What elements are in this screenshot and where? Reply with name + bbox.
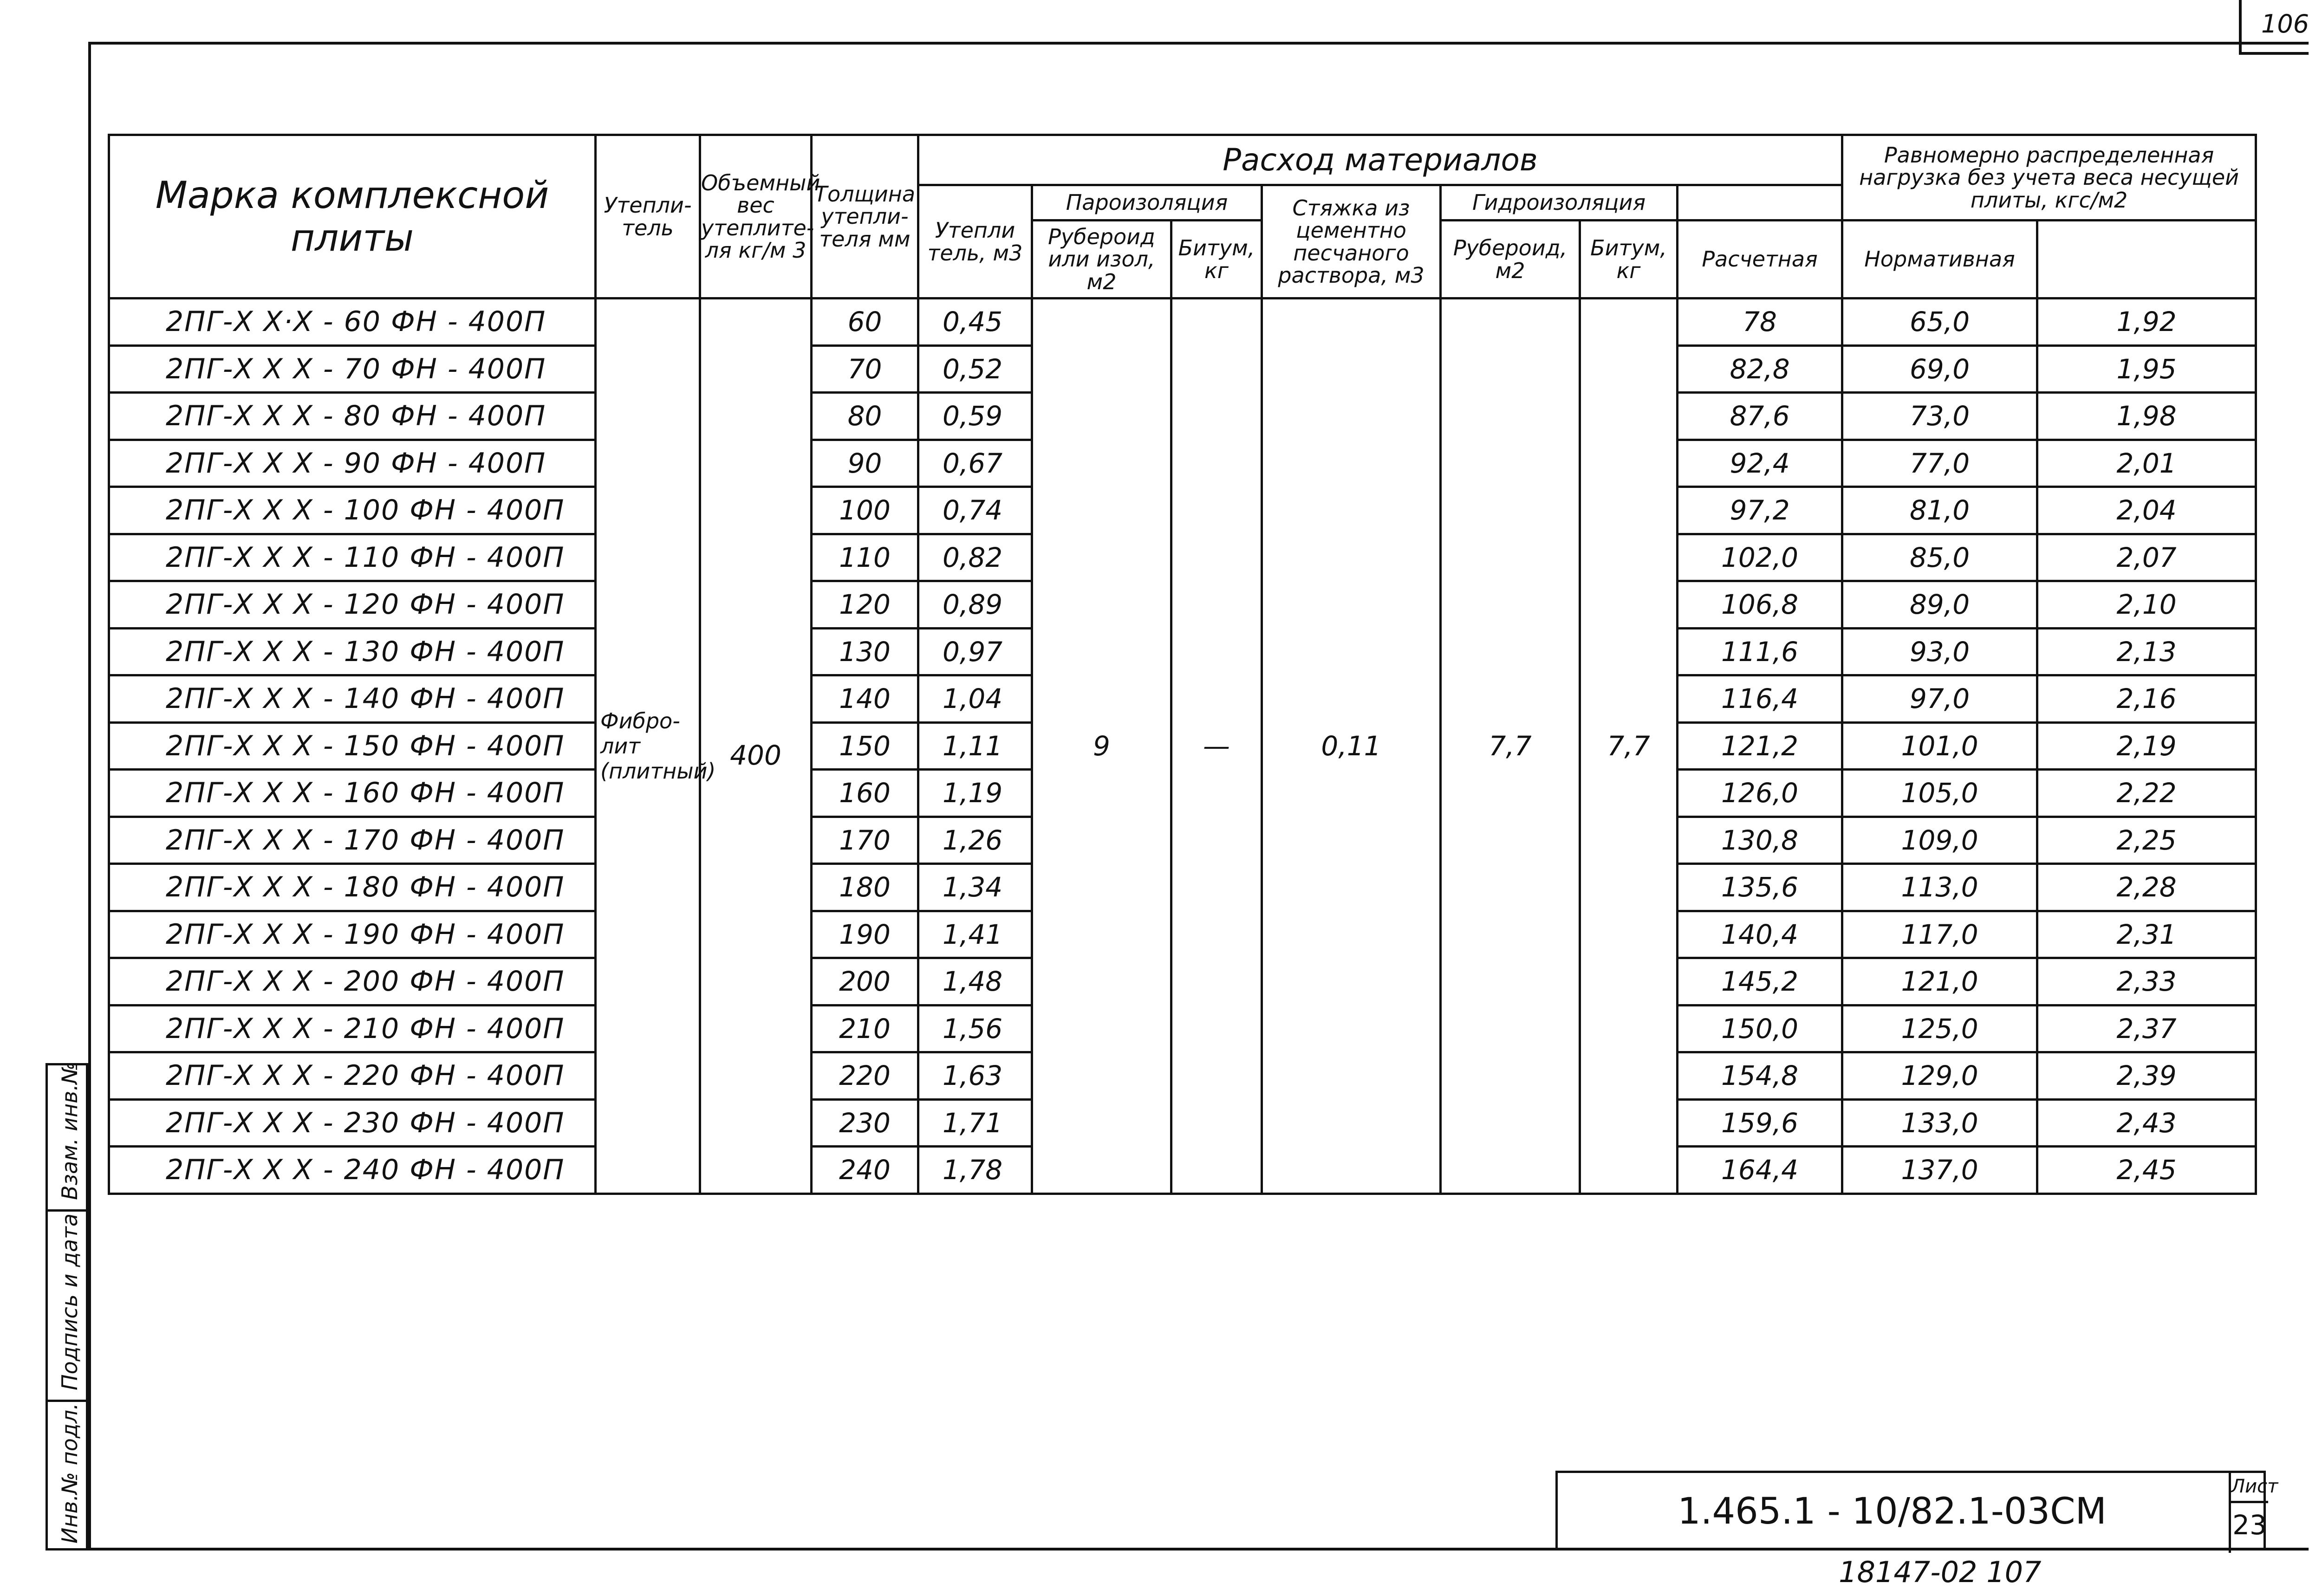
cell-load-calc: 135,6	[1678, 864, 1842, 911]
cell-mark: 2ПГ-Х Х Х - 100 ФН - 400П	[109, 487, 596, 534]
cell-thickness: 90	[812, 440, 918, 487]
cell-mass: 2,31	[2037, 911, 2256, 958]
header-vapor-bitumen: Битум, кг	[1171, 221, 1262, 298]
cell-mark: 2ПГ-Х Х Х - 200 ФН - 400П	[109, 958, 596, 1006]
cell-volume: 0,82	[918, 534, 1032, 581]
cell-thickness: 190	[812, 911, 918, 958]
sheet-number: 23	[2232, 1509, 2267, 1541]
cell-load-calc: 111,6	[1678, 628, 1842, 675]
cell-thickness: 110	[812, 534, 918, 581]
cell-load-calc: 126,0	[1678, 770, 1842, 817]
header-vapor-group: Пароизоляция	[1032, 185, 1262, 221]
cell-thickness: 160	[812, 770, 918, 817]
cell-load-norm: 93,0	[1842, 628, 2037, 675]
header-insul-volume: Утепли тель, м3	[918, 185, 1032, 298]
header-thickness: Толщина утепли- теля мм	[812, 135, 918, 298]
header-hydro-bitumen: Битум, кг	[1580, 221, 1678, 298]
cell-load-calc: 130,8	[1678, 817, 1842, 864]
cell-thickness: 210	[812, 1005, 918, 1052]
cell-load-calc: 164,4	[1678, 1147, 1842, 1194]
cell-mass: 2,45	[2037, 1147, 2256, 1194]
cell-load-norm: 109,0	[1842, 817, 2037, 864]
cell-load-norm: 133,0	[1842, 1099, 2037, 1147]
cell-load-calc: 154,8	[1678, 1052, 1842, 1100]
cell-mark: 2ПГ-Х Х Х - 160 ФН - 400П	[109, 770, 596, 817]
cell-load-norm: 69,0	[1842, 345, 2037, 393]
cell-mark: 2ПГ-Х Х Х - 240 ФН - 400П	[109, 1147, 596, 1194]
cell-load-norm: 121,0	[1842, 958, 2037, 1006]
cell-mass: 2,25	[2037, 817, 2256, 864]
cell-mass: 1,98	[2037, 393, 2256, 440]
sheet-label-divider	[2229, 1501, 2268, 1503]
header-hydro-ruberoid: Рубероид, м2	[1441, 221, 1580, 298]
cell-load-calc: 78	[1678, 298, 1842, 346]
cell-load-norm: 129,0	[1842, 1052, 2037, 1100]
header-load-calc: Расчетная	[1678, 221, 1842, 298]
cell-load-calc: 106,8	[1678, 581, 1842, 629]
materials-table	[108, 134, 2257, 1195]
document-code: 1.465.1 - 10/82.1-03СМ	[1678, 1491, 2107, 1532]
cell-volume: 1,63	[918, 1052, 1032, 1100]
cell-mass: 2,28	[2037, 864, 2256, 911]
cell-volume: 1,71	[918, 1099, 1032, 1147]
cell-thickness: 100	[812, 487, 918, 534]
cell-load-calc: 87,6	[1678, 393, 1842, 440]
cell-load-norm: 125,0	[1842, 1005, 2037, 1052]
cell-load-norm: 77,0	[1842, 440, 2037, 487]
stamp-divider	[48, 1400, 91, 1402]
cell-mass: 2,16	[2037, 675, 2256, 723]
cell-load-calc: 92,4	[1678, 440, 1842, 487]
cell-load-norm: 73,0	[1842, 393, 2037, 440]
cell-thickness: 170	[812, 817, 918, 864]
stamp-sign-date: Подпись и дата	[57, 1213, 82, 1390]
cell-load-norm: 81,0	[1842, 487, 2037, 534]
cell-density: 400	[700, 298, 812, 1194]
cell-load-norm: 97,0	[1842, 675, 2037, 723]
cell-volume: 1,56	[918, 1005, 1032, 1052]
cell-volume: 1,41	[918, 911, 1032, 958]
cell-load-norm: 101,0	[1842, 722, 2037, 770]
cell-load-calc: 116,4	[1678, 675, 1842, 723]
sheet-label: Лист	[2231, 1476, 2278, 1497]
cell-volume: 1,04	[918, 675, 1032, 723]
page-number: 106	[2261, 9, 2309, 39]
stamp-column	[46, 1063, 88, 1551]
header-insulation: Утепли- тель	[596, 135, 700, 298]
cell-thickness: 230	[812, 1099, 918, 1147]
cell-hydro-bitumen: 7,7	[1580, 298, 1678, 1194]
cell-screed: 0,11	[1262, 298, 1441, 1194]
table-row	[109, 298, 2256, 346]
cell-mark: 2ПГ-Х Х Х - 220 ФН - 400П	[109, 1052, 596, 1100]
cell-mass: 2,22	[2037, 770, 2256, 817]
cell-mass: 2,37	[2037, 1005, 2256, 1052]
cell-load-norm: 85,0	[1842, 534, 2037, 581]
cell-mass: 2,19	[2037, 722, 2256, 770]
cell-mass: 2,43	[2037, 1099, 2256, 1147]
cell-mark: 2ПГ-Х Х Х - 130 ФН - 400П	[109, 628, 596, 675]
cell-load-norm: 113,0	[1842, 864, 2037, 911]
cell-load-calc: 140,4	[1678, 911, 1842, 958]
cell-mass: 2,13	[2037, 628, 2256, 675]
cell-mass: 2,01	[2037, 440, 2256, 487]
cell-mark: 2ПГ-Х Х Х - 230 ФН - 400П	[109, 1099, 596, 1147]
cell-load-calc: 121,2	[1678, 722, 1842, 770]
cell-thickness: 80	[812, 393, 918, 440]
cell-mark: 2ПГ-Х Х Х - 70 ФН - 400П	[109, 345, 596, 393]
cell-volume: 1,48	[918, 958, 1032, 1006]
cell-thickness: 130	[812, 628, 918, 675]
cell-load-calc: 145,2	[1678, 958, 1842, 1006]
cell-mark: 2ПГ-Х Х·Х - 60 ФН - 400П	[109, 298, 596, 346]
cell-load-calc: 150,0	[1678, 1005, 1842, 1052]
cell-volume: 0,67	[918, 440, 1032, 487]
cell-thickness: 220	[812, 1052, 918, 1100]
cell-mass: 1,95	[2037, 345, 2256, 393]
cell-volume: 0,74	[918, 487, 1032, 534]
cell-volume: 0,52	[918, 345, 1032, 393]
cell-vapor-bitumen: —	[1171, 298, 1262, 1194]
frame-top-extension	[2239, 52, 2309, 55]
cell-load-calc: 159,6	[1678, 1099, 1842, 1147]
cell-mass: 2,07	[2037, 534, 2256, 581]
cell-mass: 2,10	[2037, 581, 2256, 629]
cell-mark: 2ПГ-Х Х Х - 140 ФН - 400П	[109, 675, 596, 723]
cell-thickness: 240	[812, 1147, 918, 1194]
header-density: Объемный вес утеплите- ля кг/м 3	[700, 135, 812, 298]
header-mark: Марка комплексной плиты	[109, 135, 596, 298]
cell-volume: 1,78	[918, 1147, 1032, 1194]
cell-volume: 0,89	[918, 581, 1032, 629]
header-hydro-group: Гидроизоляция	[1441, 185, 1678, 221]
cell-load-calc: 82,8	[1678, 345, 1842, 393]
cell-load-norm: 89,0	[1842, 581, 2037, 629]
cell-load-calc: 102,0	[1678, 534, 1842, 581]
cell-load-norm: 117,0	[1842, 911, 2037, 958]
archive-code: 18147-02 107	[1839, 1555, 2042, 1589]
cell-mark: 2ПГ-Х Х Х - 170 ФН - 400П	[109, 817, 596, 864]
header-vapor-ruberoid: Рубероид или изол, м2	[1032, 221, 1171, 298]
cell-thickness: 60	[812, 298, 918, 346]
title-block	[1555, 1471, 2278, 1551]
header-materials-group: Расход материалов	[918, 135, 1842, 185]
cell-thickness: 70	[812, 345, 918, 393]
cell-load-calc: 97,2	[1678, 487, 1842, 534]
cell-mass: 2,33	[2037, 958, 2256, 1006]
cell-mass: 1,92	[2037, 298, 2256, 346]
cell-mark: 2ПГ-Х Х Х - 110 ФН - 400П	[109, 534, 596, 581]
cell-thickness: 120	[812, 581, 918, 629]
stamp-divider	[48, 1209, 91, 1212]
cell-volume: 0,97	[918, 628, 1032, 675]
header-screed: Стяжка из цементно песчаного раствора, м3	[1262, 185, 1441, 298]
cell-volume: 1,26	[918, 817, 1032, 864]
cell-mark: 2ПГ-Х Х Х - 80 ФН - 400П	[109, 393, 596, 440]
cell-mark: 2ПГ-Х Х Х - 150 ФН - 400П	[109, 722, 596, 770]
cell-mark: 2ПГ-Х Х Х - 190 ФН - 400П	[109, 911, 596, 958]
cell-load-norm: 137,0	[1842, 1147, 2037, 1194]
cell-volume: 1,34	[918, 864, 1032, 911]
cell-thickness: 150	[812, 722, 918, 770]
stamp-inv-no: Инв.№ подл.	[57, 1403, 82, 1544]
cell-mass: 2,04	[2037, 487, 2256, 534]
table-body	[109, 298, 2256, 1194]
stamp-replace-inv: Взам. инв.№	[57, 1062, 82, 1200]
cell-load-norm: 105,0	[1842, 770, 2037, 817]
header-load-norm: Нормативная	[1842, 221, 2037, 298]
cell-mark: 2ПГ-Х Х Х - 180 ФН - 400П	[109, 864, 596, 911]
cell-hydro-ruberoid: 7,7	[1441, 298, 1580, 1194]
cell-vapor-ruberoid: 9	[1032, 298, 1171, 1194]
cell-load-norm: 65,0	[1842, 298, 2037, 346]
cell-volume: 0,59	[918, 393, 1032, 440]
cell-insulation: Фибро- лит (плитный)	[596, 298, 700, 1194]
cell-mark: 2ПГ-Х Х Х - 90 ФН - 400П	[109, 440, 596, 487]
cell-thickness: 180	[812, 864, 918, 911]
cell-thickness: 140	[812, 675, 918, 723]
cell-volume: 0,45	[918, 298, 1032, 346]
cell-volume: 1,11	[918, 722, 1032, 770]
cell-mark: 2ПГ-Х Х Х - 120 ФН - 400П	[109, 581, 596, 629]
cell-volume: 1,19	[918, 770, 1032, 817]
cell-mass: 2,39	[2037, 1052, 2256, 1100]
cell-thickness: 200	[812, 958, 918, 1006]
cell-mark: 2ПГ-Х Х Х - 210 ФН - 400П	[109, 1005, 596, 1052]
header-load-group: Равномерно распределенная нагрузка без учета веса несущей плиты, кгс/м2	[1842, 135, 2256, 221]
